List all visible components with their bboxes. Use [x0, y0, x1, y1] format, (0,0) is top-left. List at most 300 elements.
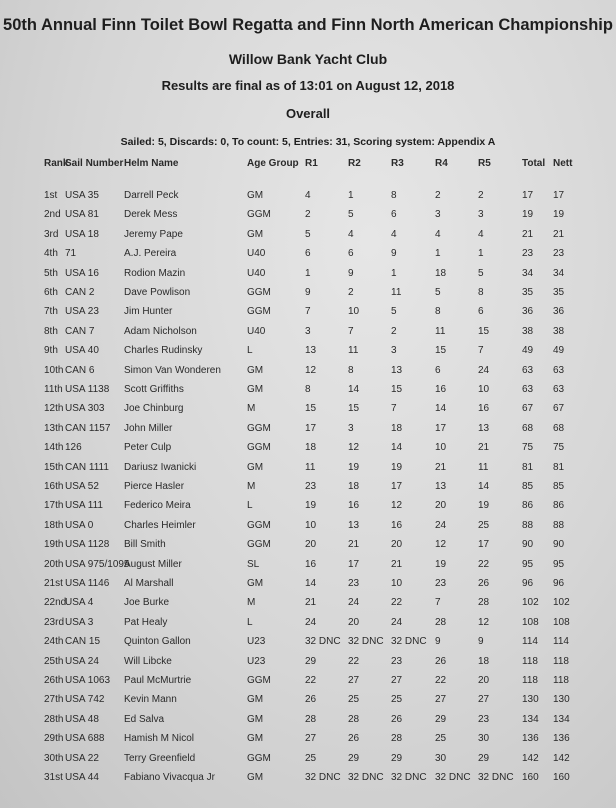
cell-r5: 14: [478, 481, 490, 492]
cell-age-group: GGM: [247, 752, 271, 764]
table-row: [0, 559, 616, 575]
cell-total: 160: [522, 772, 539, 783]
cell-r2: 7: [348, 325, 354, 337]
cell-r2: 26: [348, 733, 360, 745]
cell-sail-number: USA 23: [65, 306, 99, 318]
section-title: Overall: [285, 106, 331, 121]
cell-nett: 134: [553, 713, 570, 725]
cell-r3: 18: [391, 422, 403, 434]
cell-age-group: L: [247, 345, 253, 357]
table-row: [0, 423, 616, 439]
cell-r5: 28: [478, 597, 490, 609]
cell-age-group: GM: [247, 694, 264, 706]
cell-r2: 29: [348, 752, 360, 764]
cell-r1: 10: [305, 519, 317, 531]
table-row: [0, 190, 616, 206]
cell-r2: 27: [348, 675, 360, 686]
cell-r5: 20: [478, 675, 490, 686]
cell-sail-number: USA 22: [65, 752, 99, 764]
cell-age-group: GGM: [247, 287, 271, 298]
cell-nett: 17: [553, 190, 565, 201]
cell-r5: 2: [478, 190, 484, 201]
cell-age-group: GGM: [247, 519, 271, 531]
cell-r4: 21: [435, 461, 447, 473]
cell-sail-number: USA 40: [65, 345, 99, 357]
cell-r5: 15: [478, 325, 490, 337]
cell-sail-number: USA 35: [65, 190, 99, 201]
cell-age-group: M: [247, 597, 256, 609]
cell-r1: 29: [305, 655, 317, 667]
cell-r2: 4: [348, 228, 354, 240]
cell-helm-name: August Miller: [124, 558, 182, 570]
cell-r4: 17: [435, 422, 447, 434]
cell-rank: 26th: [44, 675, 64, 686]
cell-r1: 23: [305, 481, 317, 492]
cell-helm-name: Rodion Mazin: [124, 267, 186, 279]
cell-r4: 27: [435, 694, 447, 706]
cell-sail-number: USA 44: [65, 772, 99, 783]
cell-r5: 11: [478, 461, 489, 473]
cell-r4: 18: [435, 267, 447, 279]
cell-rank: 9th: [44, 345, 58, 357]
cell-rank: 23rd: [44, 616, 65, 628]
cell-sail-number: USA 1138: [65, 384, 110, 395]
cell-age-group: GGM: [247, 306, 271, 318]
cell-rank: 5th: [44, 267, 58, 279]
cell-r5: 9: [478, 636, 484, 648]
cell-helm-name: Joe Chinburg: [124, 403, 184, 415]
cell-r5: 8: [478, 287, 484, 298]
cell-r4: 6: [435, 364, 441, 376]
cell-age-group: L: [247, 500, 253, 512]
cell-r3: 12: [391, 500, 403, 512]
cell-r3: 22: [391, 597, 403, 609]
cell-r1: 4: [305, 190, 311, 201]
cell-helm-name: Joe Burke: [124, 597, 170, 609]
cell-r1: 14: [305, 578, 317, 589]
cell-r5: 27: [478, 694, 490, 706]
column-header: R3: [391, 158, 404, 169]
results-status: Results are final as of 13:01 on August 12, 2018: [161, 78, 455, 93]
cell-sail-number: USA 16: [65, 267, 99, 279]
column-header: R2: [348, 158, 361, 169]
cell-r3: 9: [391, 248, 397, 260]
cell-total: 95: [522, 558, 534, 570]
cell-rank: 3rd: [44, 228, 59, 240]
cell-total: 34: [522, 267, 534, 279]
cell-nett: 160: [553, 772, 570, 783]
cell-rank: 2nd: [44, 209, 61, 221]
cell-total: 19: [522, 209, 534, 221]
cell-helm-name: Dariusz Iwanicki: [124, 461, 197, 473]
cell-r1: 32 DNC: [305, 636, 341, 648]
cell-nett: 67: [553, 403, 565, 415]
table-row: [0, 345, 616, 361]
cell-r1: 24: [305, 616, 317, 628]
cell-helm-name: Will Libcke: [124, 655, 172, 667]
cell-sail-number: CAN 7: [65, 325, 95, 337]
cell-helm-name: Pierce Hasler: [124, 481, 185, 492]
cell-helm-name: Terry Greenfield: [124, 752, 196, 764]
table-row: [0, 500, 616, 516]
cell-helm-name: Derek Mess: [124, 209, 178, 221]
cell-helm-name: Scott Griffiths: [124, 384, 184, 395]
cell-r4: 22: [435, 675, 447, 686]
cell-r3: 13: [391, 364, 403, 376]
cell-r4: 2: [435, 190, 441, 201]
cell-nett: 75: [553, 442, 565, 454]
cell-age-group: M: [247, 403, 256, 415]
cell-rank: 13th: [44, 422, 64, 434]
cell-rank: 12th: [44, 403, 64, 415]
cell-r1: 1: [305, 267, 311, 279]
table-row: [0, 306, 616, 322]
table-row: [0, 539, 616, 555]
cell-nett: 88: [553, 519, 565, 531]
cell-r4: 7: [435, 597, 441, 609]
cell-age-group: GGM: [247, 442, 271, 454]
cell-r4: 30: [435, 752, 447, 764]
cell-rank: 10th: [44, 364, 64, 376]
cell-total: 17: [522, 190, 534, 201]
cell-r2: 22: [348, 655, 360, 667]
cell-r3: 4: [391, 228, 397, 240]
cell-sail-number: USA 111: [65, 500, 103, 512]
cell-total: 88: [522, 519, 534, 531]
cell-age-group: U23: [247, 655, 266, 667]
cell-total: 63: [522, 364, 534, 376]
table-row: [0, 462, 616, 478]
cell-r4: 13: [435, 481, 447, 492]
cell-age-group: GM: [247, 733, 264, 745]
table-row: [0, 772, 616, 788]
cell-sail-number: CAN 1157: [65, 422, 111, 434]
cell-r4: 19: [435, 558, 447, 570]
table-row: [0, 597, 616, 613]
cell-age-group: GGM: [247, 675, 271, 686]
table-row: [0, 636, 616, 652]
cell-age-group: GM: [247, 461, 264, 473]
cell-nett: 118: [553, 675, 569, 686]
table-header-row: [0, 158, 616, 174]
cell-sail-number: USA 1146: [65, 578, 110, 589]
cell-r2: 32 DNC: [348, 636, 384, 648]
cell-nett: 136: [553, 733, 570, 745]
cell-r4: 10: [435, 442, 447, 454]
cell-r2: 18: [348, 481, 360, 492]
cell-rank: 21st: [44, 578, 63, 589]
cell-r2: 2: [348, 287, 354, 298]
cell-age-group: GM: [247, 578, 264, 589]
cell-total: 118: [522, 655, 538, 667]
cell-nett: 90: [553, 539, 565, 551]
cell-r3: 19: [391, 461, 403, 473]
cell-r5: 5: [478, 267, 484, 279]
cell-r1: 9: [305, 287, 311, 298]
cell-nett: 130: [553, 694, 570, 706]
cell-r4: 14: [435, 403, 447, 415]
cell-r3: 20: [391, 539, 403, 551]
cell-nett: 34: [553, 267, 565, 279]
cell-r3: 3: [391, 345, 397, 357]
cell-rank: 18th: [44, 519, 64, 531]
cell-nett: 95: [553, 558, 565, 570]
cell-r3: 14: [391, 442, 403, 454]
cell-sail-number: USA 975/1095: [65, 558, 130, 570]
cell-helm-name: Kevin Mann: [124, 694, 177, 706]
cell-r4: 24: [435, 519, 447, 531]
cell-sail-number: CAN 1111: [65, 461, 109, 473]
cell-r5: 16: [478, 403, 490, 415]
cell-rank: 14th: [44, 442, 64, 454]
cell-nett: 142: [553, 752, 570, 764]
cell-r2: 19: [348, 461, 360, 473]
cell-total: 67: [522, 403, 534, 415]
cell-age-group: GM: [247, 772, 264, 783]
cell-r3: 23: [391, 655, 403, 667]
cell-nett: 96: [553, 578, 565, 589]
cell-nett: 86: [553, 500, 565, 512]
cell-rank: 4th: [44, 248, 58, 260]
cell-r5: 17: [478, 539, 490, 551]
cell-r3: 29: [391, 752, 403, 764]
cell-total: 90: [522, 539, 534, 551]
cell-r4: 4: [435, 228, 441, 240]
column-header: Age Group: [247, 158, 299, 169]
cell-total: 85: [522, 481, 534, 492]
column-header: R5: [478, 158, 491, 169]
cell-total: 81: [522, 461, 534, 473]
cell-rank: 7th: [44, 306, 58, 318]
cell-r1: 8: [305, 384, 311, 395]
cell-r5: 32 DNC: [478, 772, 514, 783]
cell-sail-number: USA 81: [65, 209, 99, 221]
cell-total: 23: [522, 248, 534, 260]
cell-r1: 26: [305, 694, 317, 706]
cell-r5: 12: [478, 616, 490, 628]
cell-helm-name: Dave Powlison: [124, 287, 191, 298]
cell-total: 136: [522, 733, 539, 745]
cell-r5: 22: [478, 558, 490, 570]
cell-total: 35: [522, 287, 534, 298]
cell-age-group: M: [247, 481, 256, 492]
cell-r4: 29: [435, 713, 447, 725]
cell-total: 118: [522, 675, 538, 686]
cell-total: 102: [522, 597, 539, 609]
cell-sail-number: USA 24: [65, 655, 99, 667]
cell-r5: 21: [478, 442, 490, 454]
cell-total: 142: [522, 752, 539, 764]
cell-sail-number: USA 18: [65, 228, 99, 240]
table-row: [0, 578, 616, 594]
cell-r3: 21: [391, 558, 403, 570]
cell-helm-name: Simon Van Wonderen: [124, 364, 221, 376]
table-row: [0, 326, 616, 342]
cell-sail-number: USA 742: [65, 694, 105, 706]
column-header: R4: [435, 158, 448, 169]
cell-r3: 25: [391, 694, 403, 706]
cell-r1: 16: [305, 558, 317, 570]
cell-r3: 11: [391, 287, 402, 298]
cell-r2: 17: [348, 558, 360, 570]
cell-nett: 108: [553, 616, 570, 628]
table-row: [0, 248, 616, 264]
cell-age-group: GGM: [247, 422, 271, 434]
cell-r5: 23: [478, 713, 490, 725]
table-row: [0, 229, 616, 245]
cell-r5: 19: [478, 500, 490, 512]
cell-age-group: GM: [247, 364, 264, 376]
cell-sail-number: USA 688: [65, 733, 105, 745]
cell-rank: 8th: [44, 325, 58, 337]
cell-helm-name: Al Marshall: [124, 578, 174, 589]
cell-sail-number: USA 1128: [65, 539, 110, 551]
cell-age-group: GM: [247, 384, 264, 395]
cell-total: 68: [522, 422, 534, 434]
table-row: [0, 520, 616, 536]
cell-r2: 11: [348, 345, 359, 357]
scoring-summary: Sailed: 5, Discards: 0, To count: 5, Entries: 31, Scoring system: Appendix A: [120, 136, 496, 148]
cell-r4: 5: [435, 287, 441, 298]
cell-r5: 3: [478, 209, 484, 221]
cell-r2: 14: [348, 384, 360, 395]
cell-r4: 26: [435, 655, 447, 667]
cell-r5: 1: [478, 248, 484, 260]
column-header: R1: [305, 158, 318, 169]
cell-sail-number: 126: [65, 442, 82, 454]
column-header: Rank: [44, 158, 69, 169]
cell-rank: 17th: [44, 500, 64, 512]
cell-r5: 25: [478, 519, 490, 531]
cell-total: 36: [522, 306, 534, 318]
cell-r5: 7: [478, 345, 484, 357]
cell-r3: 24: [391, 616, 403, 628]
cell-r2: 9: [348, 267, 354, 279]
cell-rank: 30th: [44, 752, 64, 764]
cell-nett: 21: [553, 228, 565, 240]
cell-r2: 20: [348, 616, 360, 628]
cell-total: 75: [522, 442, 534, 454]
cell-total: 96: [522, 578, 534, 589]
cell-helm-name: Hamish M Nicol: [124, 733, 195, 745]
cell-nett: 23: [553, 248, 565, 260]
cell-age-group: U40: [247, 248, 266, 260]
cell-r2: 3: [348, 422, 354, 434]
cell-r2: 5: [348, 209, 354, 221]
cell-r3: 5: [391, 306, 397, 318]
cell-r4: 32 DNC: [435, 772, 471, 783]
cell-r3: 32 DNC: [391, 772, 427, 783]
cell-rank: 31st: [44, 772, 63, 783]
cell-helm-name: Federico Meira: [124, 500, 191, 512]
cell-r4: 28: [435, 616, 447, 628]
cell-r4: 3: [435, 209, 441, 221]
cell-rank: 29th: [44, 733, 64, 745]
cell-nett: 68: [553, 422, 565, 434]
cell-nett: 19: [553, 209, 565, 221]
cell-r1: 15: [305, 403, 317, 415]
cell-r3: 6: [391, 209, 397, 221]
cell-r2: 28: [348, 713, 360, 725]
column-header: Total: [522, 158, 546, 169]
cell-total: 86: [522, 500, 534, 512]
cell-r1: 22: [305, 675, 317, 686]
cell-nett: 114: [553, 636, 569, 648]
cell-r4: 1: [435, 248, 441, 260]
cell-total: 134: [522, 713, 539, 725]
cell-sail-number: USA 4: [65, 597, 94, 609]
cell-r1: 2: [305, 209, 311, 221]
cell-r4: 11: [435, 325, 446, 337]
cell-nett: 36: [553, 306, 565, 318]
cell-r2: 23: [348, 578, 360, 589]
cell-helm-name: Adam Nicholson: [124, 325, 197, 337]
cell-r1: 27: [305, 733, 317, 745]
cell-r2: 6: [348, 248, 354, 260]
cell-r3: 16: [391, 519, 403, 531]
column-header: Sail Number: [65, 158, 124, 169]
cell-nett: 49: [553, 345, 565, 357]
cell-sail-number: CAN 6: [65, 364, 95, 376]
club-name: Willow Bank Yacht Club: [228, 51, 388, 67]
cell-r1: 7: [305, 306, 311, 318]
cell-total: 114: [522, 636, 538, 648]
cell-r2: 25: [348, 694, 360, 706]
cell-r1: 19: [305, 500, 317, 512]
cell-r5: 10: [478, 384, 490, 395]
cell-r1: 28: [305, 713, 317, 725]
cell-r3: 7: [391, 403, 397, 415]
cell-helm-name: Peter Culp: [124, 442, 172, 454]
cell-r5: 24: [478, 364, 490, 376]
cell-r4: 8: [435, 306, 441, 318]
cell-r5: 4: [478, 228, 484, 240]
table-row: [0, 209, 616, 225]
cell-helm-name: Pat Healy: [124, 616, 168, 628]
cell-rank: 19th: [44, 539, 64, 551]
cell-r4: 20: [435, 500, 447, 512]
cell-r3: 28: [391, 733, 403, 745]
cell-sail-number: USA 3: [65, 616, 94, 628]
cell-r1: 12: [305, 364, 317, 376]
cell-age-group: SL: [247, 558, 260, 570]
cell-r3: 17: [391, 481, 403, 492]
table-row: [0, 675, 616, 691]
table-row: [0, 384, 616, 400]
cell-r3: 15: [391, 384, 403, 395]
cell-total: 130: [522, 694, 539, 706]
cell-r2: 12: [348, 442, 360, 454]
table-row: [0, 714, 616, 730]
cell-r3: 10: [391, 578, 403, 589]
cell-nett: 35: [553, 287, 565, 298]
cell-total: 21: [522, 228, 534, 240]
cell-r5: 29: [478, 752, 490, 764]
table-row: [0, 268, 616, 284]
cell-r2: 32 DNC: [348, 772, 384, 783]
column-header: Nett: [553, 158, 573, 169]
cell-nett: 118: [553, 655, 569, 667]
cell-nett: 63: [553, 384, 565, 395]
cell-rank: 16th: [44, 481, 64, 492]
table-row: [0, 403, 616, 419]
table-row: [0, 656, 616, 672]
cell-age-group: GGM: [247, 209, 271, 221]
cell-r2: 13: [348, 519, 360, 531]
cell-r1: 32 DNC: [305, 772, 341, 783]
table-row: [0, 733, 616, 749]
cell-helm-name: Bill Smith: [124, 539, 166, 551]
